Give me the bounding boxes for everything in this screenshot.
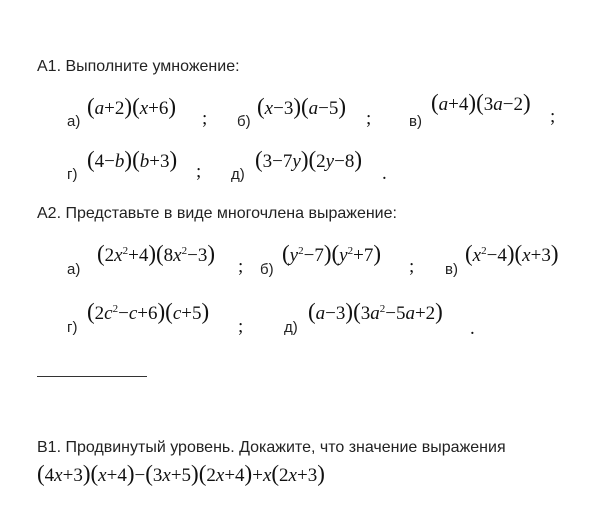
- a1-item-b-end: ;: [366, 108, 372, 129]
- a1-item-g-label: г): [67, 166, 78, 183]
- a1-item-d-expression: (3−7y)(2y−8): [255, 147, 362, 172]
- b1-expression: (4x+3)(x+4)−(3x+5)(2x+4)+x(2x+3): [37, 461, 325, 486]
- a1-item-g-end: ;: [196, 161, 202, 182]
- section-b1-title: В1. Продвинутый уровень. Докажите, что значение выражения: [37, 439, 506, 456]
- a2-item-g-label: г): [67, 319, 78, 336]
- section-a1-title: А1. Выполните умножение:: [37, 58, 240, 75]
- a1-item-b-label: б): [237, 113, 251, 130]
- a2-item-g-end: ;: [238, 316, 244, 337]
- a2-item-b-expression: $(y^2-7)(y^2+7)$: [282, 241, 381, 266]
- a1-item-v-expression: (a+4)(3a−2): [431, 90, 531, 115]
- a2-item-a-end: ;: [238, 256, 244, 277]
- a1-item-d-label: д): [231, 166, 245, 183]
- section-a2-title: А2. Представьте в виде многочлена выражение:: [37, 205, 397, 222]
- a2-item-b-label: б): [260, 261, 274, 278]
- a1-item-b-expression: (x−3)(a−5): [257, 94, 347, 119]
- a2-item-a-expression: $(2x^2+4)(8x^2-3)$: [97, 241, 215, 266]
- a1-item-v-label: в): [409, 113, 422, 130]
- a2-item-v-label: в): [445, 261, 458, 278]
- a1-item-g-expression: (4−b)(b+3): [87, 147, 178, 172]
- a2-item-b-end: ;: [409, 256, 415, 277]
- a2-item-d-expression: $(a-3)(3a^2-5a+2)$: [308, 299, 443, 324]
- section-divider: [37, 376, 147, 377]
- a2-item-d-label: д): [284, 319, 298, 336]
- a1-item-d-end: .: [382, 163, 387, 184]
- a2-item-a-label: а): [67, 261, 81, 278]
- a2-item-d-end: .: [470, 318, 475, 339]
- a1-item-a-expression: (a+2)(x+6): [87, 94, 177, 119]
- a1-item-a-label: а): [67, 113, 81, 130]
- a1-item-v-end: ;: [550, 106, 556, 127]
- a2-item-g-expression: $(2c^2-c+6)(c+5)$: [87, 299, 210, 324]
- a1-item-a-end: ;: [202, 108, 208, 129]
- a2-item-v-expression: $(x^2-4)(x+3)$: [465, 241, 559, 266]
